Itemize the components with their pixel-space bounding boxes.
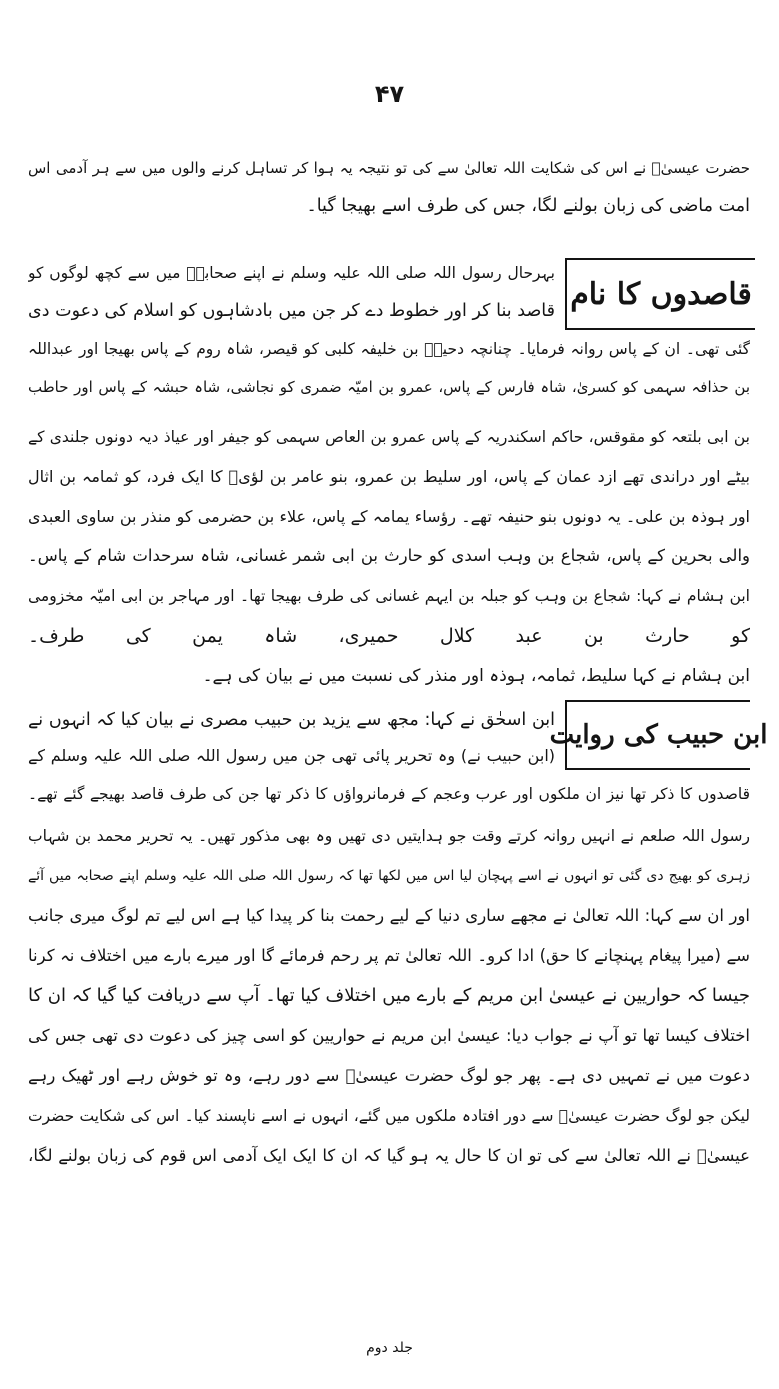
text-line: بن حذافہ سہمی کو کسریٰ، شاہ فارس کے پاس، عمرو بن امیّہ ضمری کو نجاشی، شاہ حبشہ کے پاس اور حاطب: [28, 378, 750, 396]
text-line: ابن ہشام نے کہا: شجاع بن وہب کو جبلہ بن ایہم غسانی کی طرف بھیجا تھا۔ اور مہاجر بن ابی امیّہ مخزومی: [28, 587, 750, 605]
text-line: گئی تھی۔ ان کے پاس روانہ فرمایا۔ چنانچہ دحیہؓ بن خلیفہ کلبی کو قیصر، شاہ روم کے پاس بھیجا اور عبداللہ: [28, 340, 750, 358]
page-number: ۴۷: [374, 80, 405, 108]
text-line: اور ہوذہ بن علی۔ یہ دونوں بنو حنیفہ تھے۔ رؤساء یمامہ کے پاس، علاء بن حضرمی کو منذر بن ساوی العبدی: [28, 507, 750, 526]
text-line: ابن ہشام نے کہا سلیط، ثمامہ، ہوذہ اور منذر کی نسبت میں نے بیان کی ہے۔: [202, 666, 750, 686]
text-line: قاصد بنا کر اور خطوط دے کر جن میں بادشاہوں کو اسلام کی دعوت دی: [28, 301, 555, 321]
section-heading-qasidon: قاصدوں کا نام: [565, 258, 755, 330]
text-line: دعوت میں نے تمہیں دی ہے۔ پھر جو لوگ حضرت عیسیٰؑ سے دور رہے، وہ تو خوش رہے اور ٹھیک رہے: [28, 1066, 750, 1085]
text-line: جیسا کہ حواریین نے عیسیٰ ابن مریم کے بارے میں اختلاف کیا تھا۔ آپ سے دریافت کیا گیا کہ ان کا: [28, 985, 750, 1006]
text-line: زہری کو بھیج دی گئی تو انہوں نے اسے پہچان لیا اس میں لکھا تھا کہ رسول اللہ صلی اللہ علیہ وسلم اپنے صحابہ میں آئے: [28, 868, 750, 884]
text-line: سے (میرا پیغام پہنچانے کا حق) ادا کرو۔ اللہ تعالیٰ تم پر رحم فرمائے گا اور میرے بارے میں اختلاف نہ کرنا: [28, 946, 750, 965]
text-line: حضرت عیسیٰؑ نے اس کی شکایت اللہ تعالیٰ سے کی تو نتیجہ یہ ہوا کر تساہل کرنے والوں میں سے ہر آدمی اس: [28, 159, 750, 177]
text-line: بہرحال رسول اللہ صلی اللہ علیہ وسلم نے اپنے صحابہؓ میں سے کچھ لوگوں کو: [28, 264, 555, 282]
text-line: بن ابی بلتعہ کو مقوقس، حاکم اسکندریہ کے پاس عمرو بن العاص سہمی کو جیفر اور عیاذ دیہ دونوں جلندی کے: [28, 428, 750, 446]
text-line: امت ماضی کی زبان بولنے لگا، جس کی طرف اسے بھیجا گیا۔: [306, 196, 750, 216]
text-line: (ابن حبیب نے) وہ تحریر پائی تھی جن میں رسول اللہ صلی اللہ علیہ وسلم کے: [28, 746, 555, 765]
text-line: اختلاف کیسا تھا تو آپ نے جواب دیا: عیسیٰ ابن مریم نے حواریین کو اسی چیز کی دعوت دی تھی جس کی: [28, 1026, 750, 1045]
text-line: رسول اللہ صلعم نے انہیں روانہ کرتے وقت جو ہدایتیں دی تھیں وہ بھی مذکور تھیں۔ یہ تحریر محمد بن شہاب: [28, 827, 750, 845]
text-line: عیسیٰؑ نے اللہ تعالیٰ سے کی تو ان کا حال یہ ہو گیا کہ ان کا ایک ایک آدمی اس قوم کی زبان بولنے لگا،: [28, 1146, 750, 1165]
text-line: ابن اسحٰق نے کہا: مجھ سے یزید بن حبیب مصری نے بیان کیا کہ انہوں نے: [28, 710, 555, 730]
text-line: قاصدوں کا ذکر تھا نیز ان ملکوں اور عرب وعجم کے فرمانرواؤں کا ذکر تھا جن کی طرف قاصد بھیجے گئے تھے۔: [28, 785, 750, 803]
footer-volume: جلد دوم: [366, 1340, 413, 1356]
text-line: لیکن جو لوگ حضرت عیسیٰؑ سے دور افتادہ ملکوں میں گئے، انہوں نے اسے ناپسند کیا۔ اس کی شکایت حضرت: [28, 1107, 750, 1125]
text-line: بیٹے اور دراندی تھے ازد عمان کے پاس، اور سلیط بن عمرو، بنو عامر بن لؤیؓ کا ایک فرد، کو ثمامہ بن اثال: [28, 467, 750, 486]
text-line: اور ان سے کہا: اللہ تعالیٰ نے مجھے ساری دنیا کے لیے رحمت بنا کر پیدا کیا ہے اس لیے تم لوگ میری جانب: [28, 906, 750, 925]
text-line: والی بحرین کے پاس، شجاع بن وہب اسدی کو حارث بن ابی شمر غسانی، شاہ سرحدات شام کے پاس۔: [28, 546, 750, 565]
section-heading-ibn-habib: ابن حبیب کی روایت: [565, 700, 750, 770]
text-line: کو حارث بن عبد کلال حمیری، شاہ یمن کی طرف۔: [28, 625, 750, 647]
